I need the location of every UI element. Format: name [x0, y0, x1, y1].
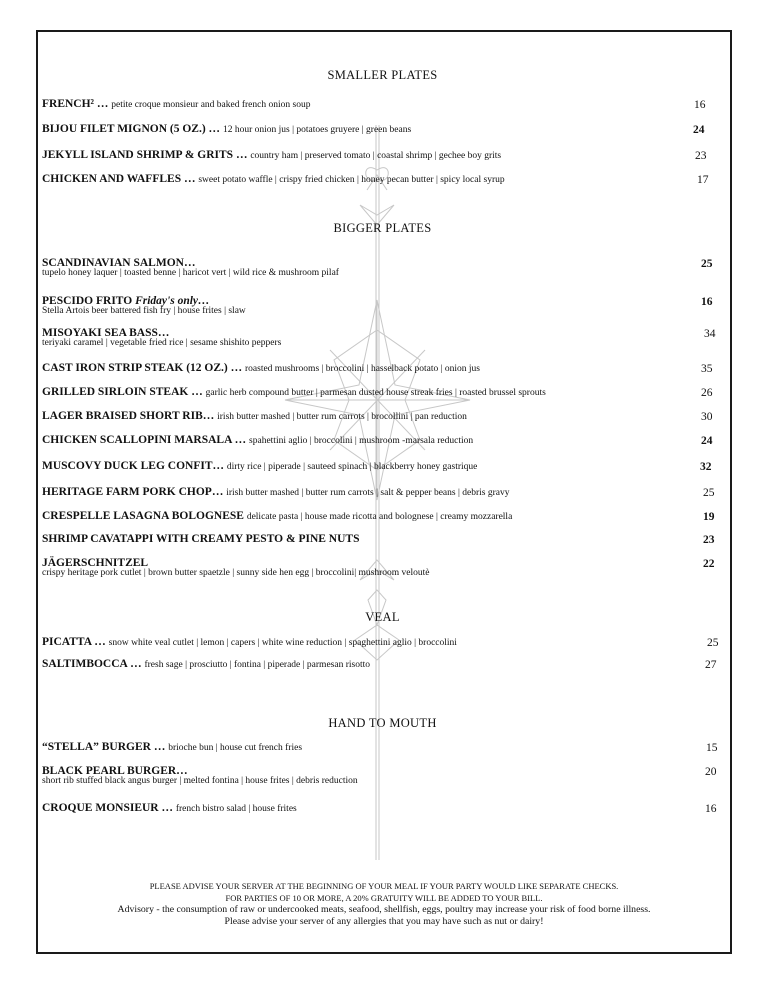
menu-item-pescido-frito	[42, 295, 246, 316]
item-name: JEKYLL ISLAND SHRIMP & GRITS …	[42, 149, 248, 161]
menu-item-sea-bass	[42, 327, 281, 348]
item-name: FRENCH² …	[42, 98, 109, 110]
item-price: 25	[703, 487, 715, 499]
item-desc: teriyaki caramel | vegetable fried rice | sesame shishito peppers	[42, 338, 282, 348]
item-price: 22	[703, 558, 715, 570]
item-price: 27	[705, 659, 717, 671]
menu-item-picatta	[42, 636, 457, 648]
item-name: HERITAGE FARM PORK CHOP…	[42, 486, 224, 498]
footer-notice	[40, 880, 728, 928]
item-desc: snow white veal cutlet | lemon | capers | white wine reduction | spaghettini aglio | broccolini	[108, 638, 457, 648]
menu-item-jekyll-shrimp	[42, 149, 501, 161]
item-desc: petite croque monsieur and baked french onion soup	[111, 100, 311, 110]
menu-item-french	[42, 98, 310, 110]
menu-item-salmon	[42, 257, 339, 278]
item-price: 23	[703, 534, 715, 546]
item-price: 30	[701, 411, 713, 423]
allergy-note: Please advise your server of any allergies that you may have such as nut or dairy!	[224, 916, 544, 927]
item-price: 24	[701, 435, 713, 447]
menu-item-saltimbocca	[42, 658, 370, 670]
separate-checks-note: PLEASE ADVISE YOUR SERVER AT THE BEGINNING OF YOUR MEAL IF YOUR PARTY WOULD LIKE SEPARATE CHECKS.	[149, 881, 619, 891]
item-price: 16	[694, 99, 706, 111]
item-desc: fresh sage | prosciutto | fontina | piperade | parmesan risotto	[144, 660, 370, 670]
item-name: JÄGERSCHNITZEL	[42, 557, 149, 569]
menu-item-strip-steak	[42, 362, 480, 374]
item-name: LAGER BRAISED SHORT RIB…	[42, 410, 215, 422]
item-price: 17	[697, 174, 709, 186]
menu-item-chicken-waffles	[42, 173, 505, 185]
menu-item-jagerschnitzel	[42, 557, 430, 578]
item-tag: Friday's only…	[135, 295, 210, 307]
item-desc: 12 hour onion jus | potatoes gruyere | green beans	[222, 125, 412, 135]
item-desc: short rib stuffed black angus burger | melted fontina | house frites | debris reduction	[42, 776, 358, 786]
menu-item-stella-burger	[42, 741, 302, 753]
item-price: 16	[701, 296, 713, 308]
section-title-veal: VEAL	[365, 610, 400, 624]
item-price: 34	[704, 328, 716, 340]
item-name: “STELLA” BURGER …	[42, 741, 166, 753]
item-price: 25	[707, 637, 719, 649]
item-desc: tupelo honey laquer | toasted benne | haricot vert | wild rice & mushroom pilaf	[42, 268, 339, 278]
item-price: 24	[693, 124, 705, 136]
menu-item-lasagna	[42, 510, 512, 522]
item-price: 35	[701, 363, 713, 375]
item-name: CHICKEN SCALLOPINI MARSALA …	[42, 434, 247, 446]
item-price: 32	[700, 461, 712, 473]
item-desc: dirty rice | piperade | sauteed spinach | blackberry honey gastrique	[226, 462, 478, 472]
item-price: 26	[701, 387, 713, 399]
item-desc: brioche bun | house cut french fries	[168, 743, 303, 753]
menu-item-croque-monsieur	[42, 802, 297, 814]
item-name: GRILLED SIRLOIN STEAK …	[42, 386, 203, 398]
item-name: PICATTA …	[42, 636, 106, 648]
menu-item-bijou-filet	[42, 123, 411, 135]
menu-item-scallopini	[42, 434, 473, 446]
item-desc: delicate pasta | house made ricotta and bolognese | creamy mozzarella	[246, 512, 513, 522]
item-price: 15	[706, 742, 718, 754]
item-name: SALTIMBOCCA …	[42, 658, 142, 670]
section-title-bigger-plates: BIGGER PLATES	[333, 221, 432, 235]
item-name: CAST IRON STRIP STEAK (12 OZ.) …	[42, 362, 243, 374]
item-name: SCANDINAVIAN SALMON…	[42, 257, 196, 269]
section-title-smaller-plates: SMALLER PLATES	[327, 68, 438, 82]
item-desc: spahettini aglio | broccolini | mushroom -marsala reduction	[249, 436, 474, 446]
item-desc: irish butter mashed | butter rum carrots | brocollini | pan reduction	[217, 412, 467, 422]
section-title-hand-to-mouth: HAND TO MOUTH	[328, 716, 437, 730]
item-name: BLACK PEARL BURGER…	[42, 765, 188, 777]
item-desc: irish butter mashed | butter rum carrots | salt & pepper beans | debris gravy	[226, 488, 510, 498]
item-desc: Stella Artois beer battered fish fry | house frites | slaw	[42, 306, 246, 316]
item-name: CHICKEN AND WAFFLES …	[42, 173, 196, 185]
item-price: 23	[695, 150, 707, 162]
item-name: MISOYAKI SEA BASS…	[42, 327, 170, 339]
gratuity-note: FOR PARTIES OF 10 OR MORE, A 20% GRATUITY WILL BE ADDED TO YOUR BILL.	[225, 893, 543, 903]
item-name: BIJOU FILET MIGNON (5 OZ.) …	[42, 123, 221, 135]
item-desc: roasted mushrooms | broccolini | hasselback potato | onion jus	[245, 364, 480, 374]
item-name: PESCIDO FRITO	[42, 295, 133, 307]
item-desc: crispy heritage pork cutlet | brown butter spaetzle | sunny side hen egg | broccolini| mushroom veloutè	[42, 568, 430, 578]
item-desc: sweet potato waffle | crispy fried chicken | honey pecan butter | spicy local syrup	[198, 175, 505, 185]
menu-item-black-pearl-burger	[42, 765, 358, 786]
menu-item-pork-chop	[42, 486, 509, 498]
menu-item-short-rib	[42, 410, 467, 422]
item-name: CROQUE MONSIEUR …	[42, 802, 173, 814]
item-name: SHRIMP CAVATAPPI WITH CREAMY PESTO & PINE NUTS	[42, 533, 360, 545]
item-price: 16	[705, 803, 717, 815]
item-desc: french bistro salad | house frites	[175, 804, 297, 814]
health-advisory: Advisory - the consumption of raw or undercooked meats, seafood, shellfish, eggs, poultry may increase your risk of food borne illness.	[117, 904, 651, 915]
item-desc: country ham | preserved tomato | coastal shrimp | gechee boy grits	[250, 151, 502, 161]
menu-item-duck-confit	[42, 460, 477, 472]
item-price: 25	[701, 258, 713, 270]
item-name: MUSCOVY DUCK LEG CONFIT…	[42, 460, 224, 472]
menu-item-shrimp-cavatappi	[42, 533, 359, 545]
item-price: 20	[705, 766, 717, 778]
menu-item-sirloin	[42, 386, 546, 398]
item-desc: garlic herb compound butter | parmesan dusted house streak fries | roasted brussel sprouts	[205, 388, 546, 398]
item-name: CRESPELLE LASAGNA BOLOGNESE	[42, 510, 244, 522]
item-price: 19	[703, 511, 715, 523]
